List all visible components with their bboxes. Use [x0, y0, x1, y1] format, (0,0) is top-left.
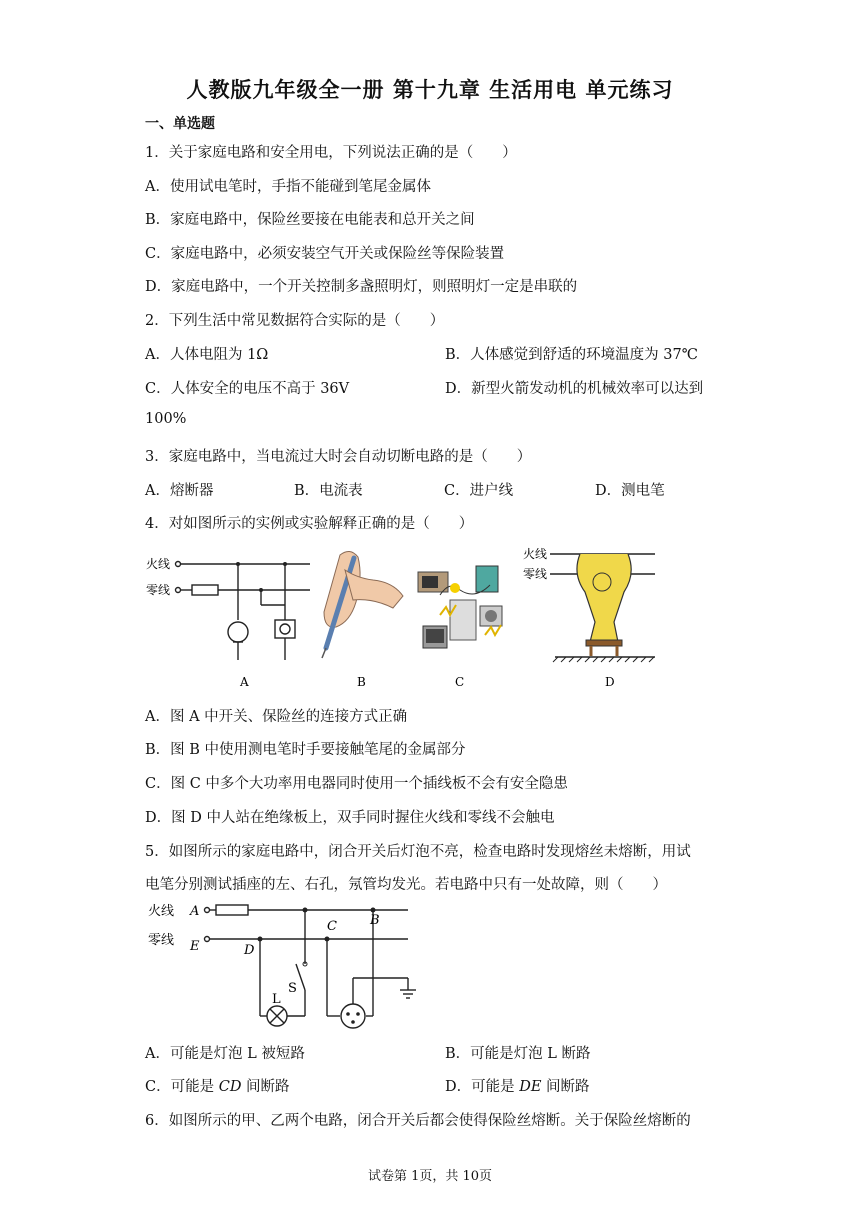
q4-panel-d-person-illustration [523, 546, 655, 662]
q5-circuit-figure [140, 898, 440, 1036]
q3-option-b: B．电流表 [294, 483, 363, 499]
q5-fig-lamp-label: L [272, 992, 281, 1007]
q4-fig-label-c: C [455, 675, 465, 689]
q1-option-c: C．家庭电路中，必须安装空气开关或保险丝等保险装置 [145, 246, 505, 262]
q2-option-b: B．人体感觉到舒适的环境温度为 37℃ [445, 347, 698, 363]
q2-option-d: D．新型火箭发动机的机械效率可以达到 [445, 381, 704, 397]
q2-stem: 2．下列生活中常见数据符合实际的是（ ） [145, 313, 445, 329]
q3-option-a: A．熔断器 [145, 483, 214, 499]
q4-figure [140, 540, 720, 690]
q2-option-c: C．人体安全的电压不高于 36V [145, 381, 350, 397]
q5-fig-point-d: D [244, 943, 255, 958]
q1-option-a: A．使用试电笔时，手指不能碰到笔尾金属体 [145, 179, 431, 195]
q5-option-d: D．可能是 DE 间断路 [445, 1079, 590, 1095]
q3-option-c: C．进户线 [444, 483, 514, 499]
q6-stem: 6．如图所示的甲、乙两个电路，闭合开关后都会使得保险丝熔断。关于保险丝熔断的 [145, 1113, 691, 1129]
q5-option-c: C．可能是 CD 间断路 [145, 1079, 290, 1095]
q3-option-d: D．测电笔 [595, 483, 665, 499]
q4-fig-neutral-label: 零线 [146, 583, 171, 597]
q1-option-d: D．家庭电路中，一个开关控制多盏照明灯，则照明灯一定是串联的 [145, 279, 578, 295]
q4-panel-c-power-strip-illustration [418, 566, 502, 648]
q4-option-c: C．图 C 中多个大功率用电器同时使用一个插线板不会有安全隐患 [145, 776, 568, 792]
q3-stem: 3．家庭电路中，当电流过大时会自动切断电路的是（ ） [145, 449, 532, 465]
q4-option-d: D．图 D 中人站在绝缘板上，双手同时握住火线和零线不会触电 [145, 810, 555, 826]
q4-fig-live-label: 火线 [146, 557, 171, 571]
q5-stem-line1: 5．如图所示的家庭电路中，闭合开关后灯泡不亮，检查电路时发现熔丝未熔断，用试 [145, 844, 691, 860]
q5-fig-point-c: C [327, 919, 337, 934]
q4-fig-label-a: A [240, 675, 249, 689]
q5-fig-point-e: E [190, 939, 200, 954]
q5-fig-live-label: 火线 [148, 904, 175, 919]
page-footer: 试卷第 1页，共 10页 [367, 1169, 493, 1184]
page-title: 人教版九年级全一册 第十九章 生活用电 单元练习 [186, 78, 674, 102]
q4-fig-label-d: D [605, 675, 615, 689]
q4-option-b: B．图 B 中使用测电笔时手要接触笔尾的金属部分 [145, 742, 466, 758]
q4-fig-d-live-label: 火线 [523, 547, 548, 561]
q4-fig-d-neutral-label: 零线 [523, 567, 548, 581]
section-heading: 一、单选题 [145, 116, 215, 132]
q5-stem-line2: 电笔分别测试插座的左、右孔，氖管均发光。若电路中只有一处故障，则（ ） [145, 877, 667, 893]
q5-fig-neutral-label: 零线 [148, 933, 175, 948]
q5-option-a: A．可能是灯泡 L 被短路 [145, 1046, 305, 1062]
q5-fig-switch-label: S [288, 981, 297, 996]
q1-option-b: B．家庭电路中，保险丝要接在电能表和总开关之间 [145, 212, 475, 228]
q4-option-a: A．图 A 中开关、保险丝的连接方式正确 [145, 709, 408, 725]
q2-option-a: A．人体电阻为 1Ω [145, 347, 269, 363]
q5-option-b: B．可能是灯泡 L 断路 [445, 1046, 591, 1062]
q4-panel-b-test-pen-illustration [322, 551, 403, 658]
q4-stem: 4．对如图所示的实例或实验解释正确的是（ ） [145, 516, 474, 532]
q5-fig-point-b: B [370, 913, 380, 928]
q4-fig-label-b: B [357, 675, 366, 689]
q2-option-d-continued: 100% [145, 411, 187, 427]
q5-fig-point-a: A [190, 904, 200, 919]
q4-panel-a-circuit [176, 562, 311, 661]
q1-stem: 1．关于家庭电路和安全用电，下列说法正确的是（ ） [145, 145, 517, 161]
